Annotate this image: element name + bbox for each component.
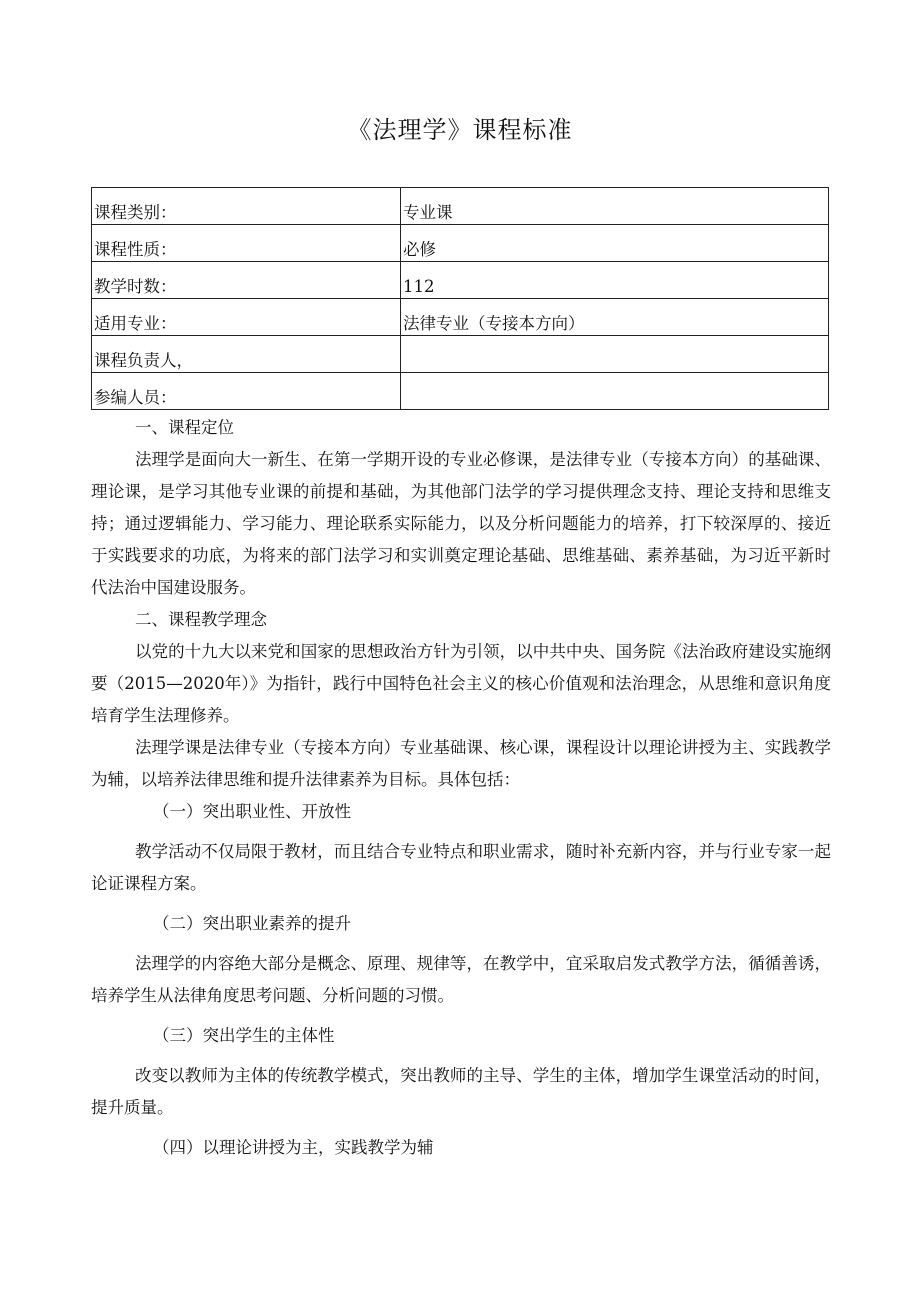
subsection-heading: （三）突出学生的主体性 bbox=[153, 1026, 335, 1045]
info-label: 适用专业： bbox=[92, 299, 401, 336]
paragraph: 法理学的内容绝大部分是概念、原理、规律等，在教学中，宜采取启发式教学方法，循循善诱，培养学生从法律角度思考问题、分析问题的习惯。 bbox=[91, 954, 831, 1005]
info-value: 必修 bbox=[401, 225, 829, 262]
info-value bbox=[401, 336, 829, 373]
document-body bbox=[91, 412, 831, 1164]
table-row bbox=[92, 262, 829, 299]
info-value: 112 bbox=[401, 262, 829, 299]
subsection-heading: （二）突出职业素养的提升 bbox=[153, 914, 351, 933]
section-heading: 一、课程定位 bbox=[135, 418, 234, 437]
course-info-table bbox=[91, 187, 829, 410]
info-label: 课程类别： bbox=[92, 188, 401, 225]
table-row bbox=[92, 336, 829, 373]
section-heading: 二、课程教学理念 bbox=[135, 610, 267, 629]
info-value: 专业课 bbox=[401, 188, 829, 225]
paragraph: 以党的十九大以来党和国家的思想政治方针为引领，以中共中央、国务院《法治政府建设实施纲要（2015—2020年）》为指针，践行中国特色社会主义的核心价值观和法治理念，从思维和意识角度培育学生法理修养。 bbox=[91, 642, 831, 725]
info-value: 法律专业（专接本方向） bbox=[401, 299, 829, 336]
info-label: 课程负责人， bbox=[92, 336, 401, 373]
paragraph: 改变以教师为主体的传统教学模式，突出教师的主导、学生的主体，增加学生课堂活动的时间，提升质量。 bbox=[91, 1066, 831, 1117]
document-title: 《法理学》课程标准 bbox=[347, 116, 573, 144]
info-label: 课程性质： bbox=[92, 225, 401, 262]
info-label: 参编人员： bbox=[92, 373, 401, 410]
paragraph: 法理学是面向大一新生、在第一学期开设的专业必修课，是法律专业（专接本方向）的基础课、理论课，是学习其他专业课的前提和基础，为其他部门法学的学习提供理念支持、理论支持和思维支持；通过逻辑能力、学习能力、理论联系实际能力，以及分析问题能力的培养，打下较深厚的、接近于实践要求的功底，为将来的部门法学习和实训奠定理论基础、思维基础、素养基础，为习近平新时代法治中国建设服务。 bbox=[91, 450, 831, 597]
subsection-heading: （四）以理论讲授为主，实践教学为辅 bbox=[153, 1138, 434, 1157]
paragraph: 法理学课是法律专业（专接本方向）专业基础课、核心课，课程设计以理论讲授为主、实践教学为辅，以培养法律思维和提升法律素养为目标。具体包括： bbox=[91, 738, 831, 789]
info-value bbox=[401, 373, 829, 410]
info-label: 教学时数： bbox=[92, 262, 401, 299]
table-row bbox=[92, 188, 829, 225]
table-row bbox=[92, 225, 829, 262]
table-row bbox=[92, 299, 829, 336]
table-row bbox=[92, 373, 829, 410]
subsection-heading: （一）突出职业性、开放性 bbox=[153, 802, 351, 821]
paragraph: 教学活动不仅局限于教材，而且结合专业特点和职业需求，随时补充新内容，并与行业专家一起论证课程方案。 bbox=[91, 842, 831, 893]
